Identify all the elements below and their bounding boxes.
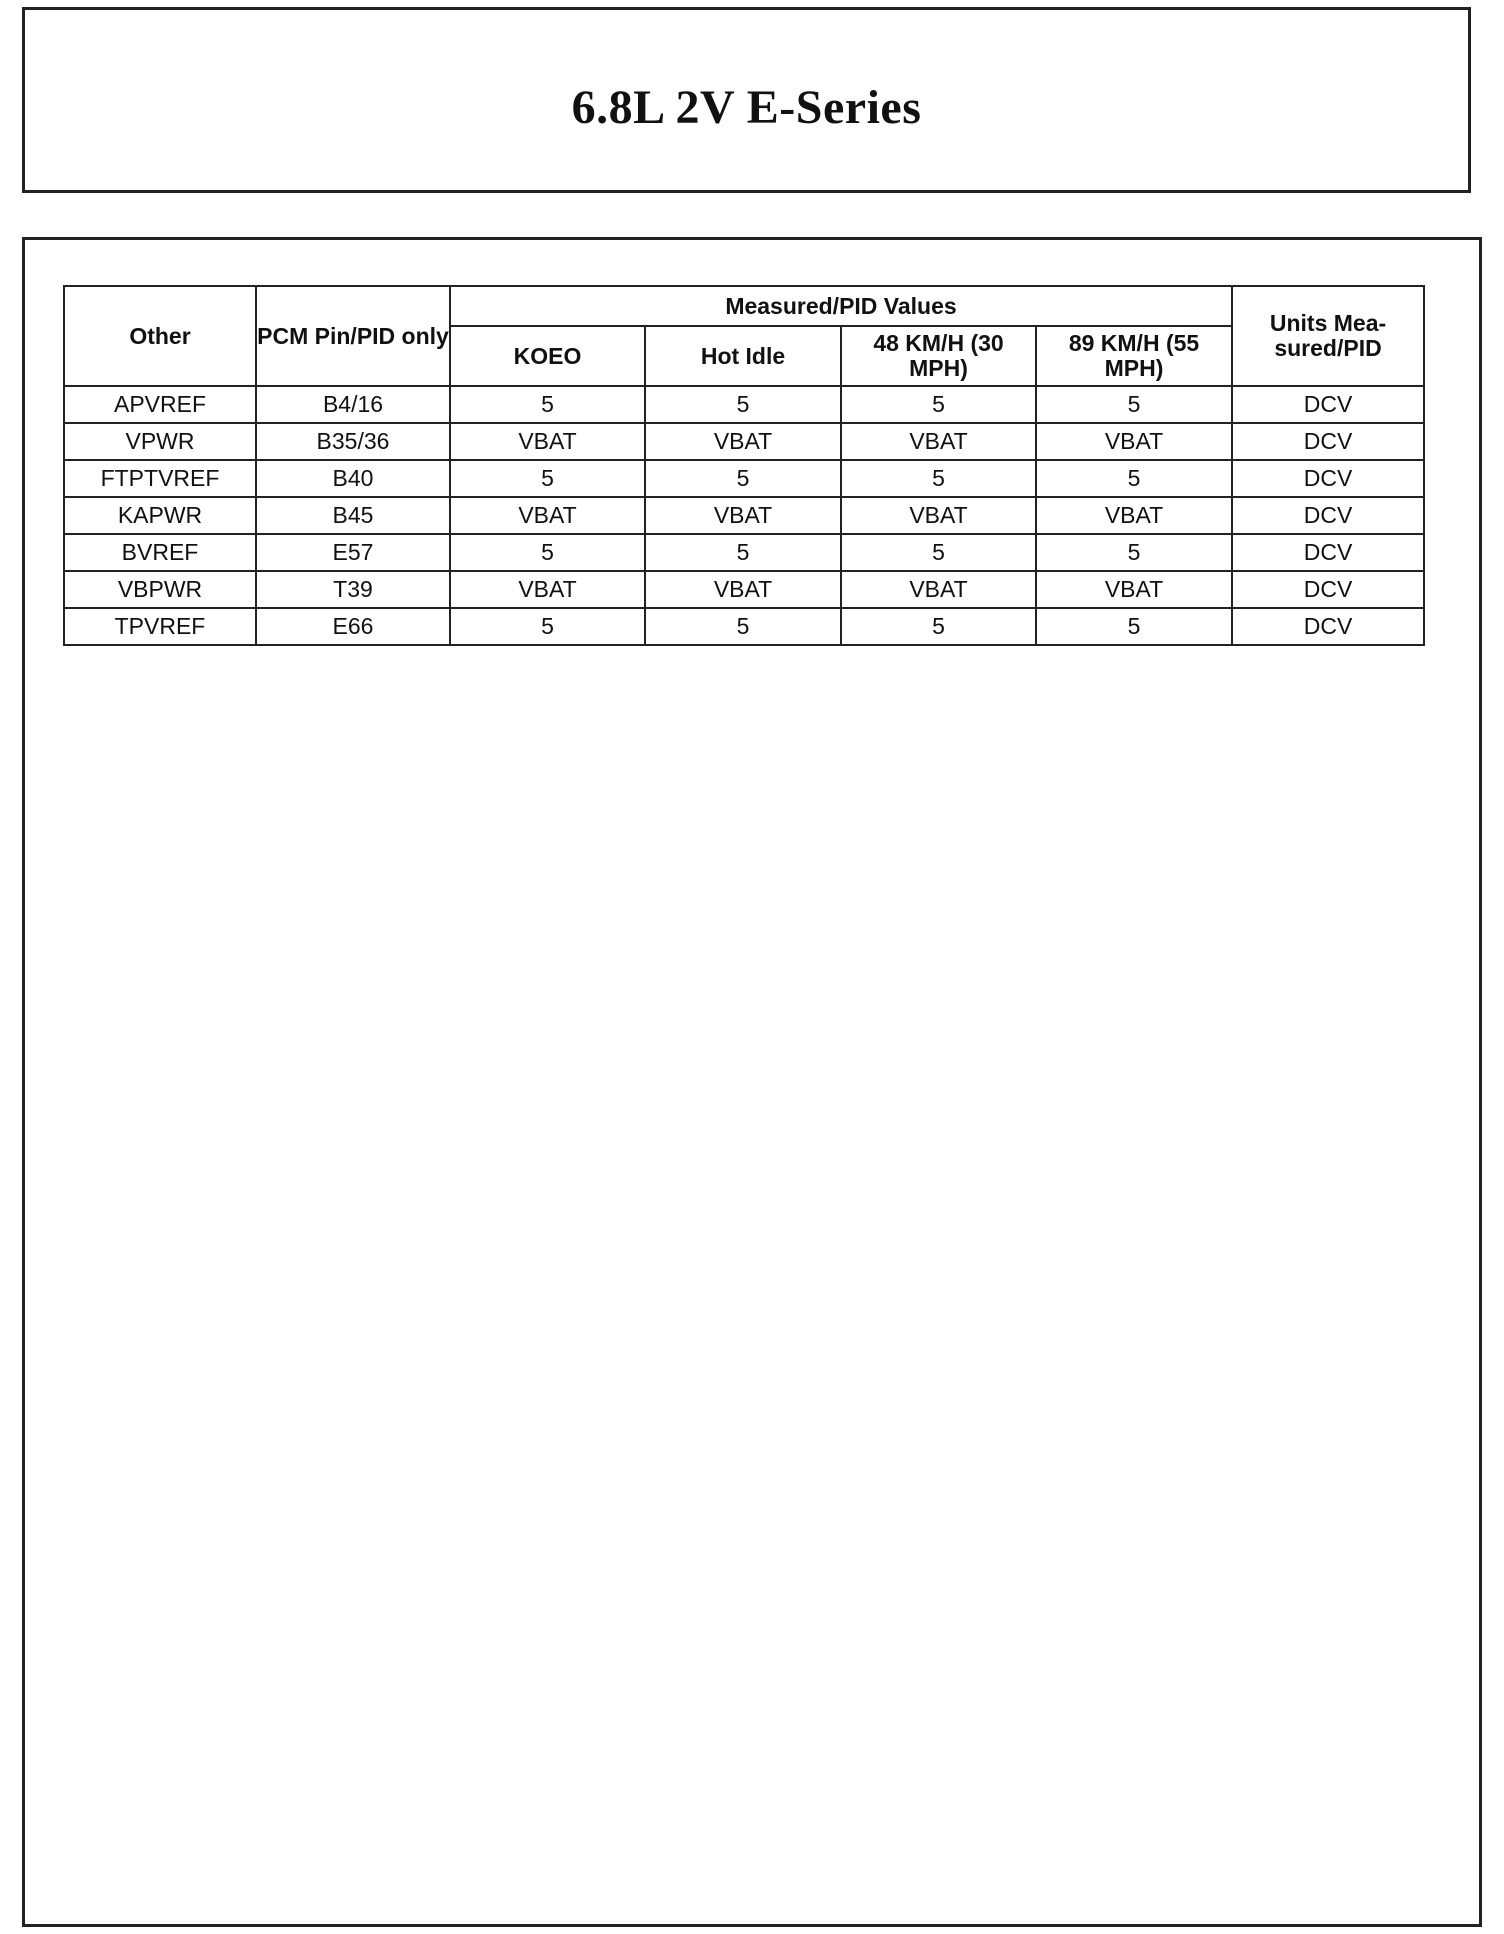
cell-units: DCV [1232, 497, 1424, 534]
table-row [64, 497, 1424, 534]
cell-48-kmh: 5 [841, 608, 1036, 645]
cell-hot-idle: 5 [645, 534, 841, 571]
cell-units: DCV [1232, 534, 1424, 571]
cell-89-kmh: VBAT [1036, 423, 1232, 460]
cell-hot-idle: 5 [645, 386, 841, 423]
cell-other: TPVREF [64, 608, 256, 645]
cell-units: DCV [1232, 608, 1424, 645]
header-row-top [64, 286, 1424, 326]
cell-48-kmh: 5 [841, 386, 1036, 423]
cell-other: BVREF [64, 534, 256, 571]
cell-other: VBPWR [64, 571, 256, 608]
header-other: Other [64, 286, 256, 386]
cell-other: APVREF [64, 386, 256, 423]
cell-koeo: 5 [450, 460, 645, 497]
page-title: 6.8L 2V E-Series [571, 81, 922, 134]
cell-hot-idle: VBAT [645, 497, 841, 534]
cell-pcm-pin: B40 [256, 460, 450, 497]
table-row [64, 460, 1424, 497]
cell-units: DCV [1232, 460, 1424, 497]
cell-pcm-pin: T39 [256, 571, 450, 608]
cell-hot-idle: VBAT [645, 423, 841, 460]
pid-values-table [63, 285, 1425, 646]
cell-48-kmh: VBAT [841, 423, 1036, 460]
cell-koeo: VBAT [450, 497, 645, 534]
table-row [64, 571, 1424, 608]
table-row [64, 386, 1424, 423]
cell-koeo: 5 [450, 386, 645, 423]
cell-89-kmh: 5 [1036, 386, 1232, 423]
cell-pcm-pin: B45 [256, 497, 450, 534]
cell-89-kmh: 5 [1036, 460, 1232, 497]
cell-hot-idle: VBAT [645, 571, 841, 608]
header-hot-idle: Hot Idle [645, 326, 841, 386]
cell-48-kmh: VBAT [841, 571, 1036, 608]
cell-89-kmh: 5 [1036, 534, 1232, 571]
table-row [64, 423, 1424, 460]
cell-hot-idle: 5 [645, 608, 841, 645]
cell-48-kmh: 5 [841, 460, 1036, 497]
table-row [64, 608, 1424, 645]
table-row [64, 534, 1424, 571]
cell-89-kmh: VBAT [1036, 497, 1232, 534]
cell-pcm-pin: B4/16 [256, 386, 450, 423]
cell-hot-idle: 5 [645, 460, 841, 497]
cell-units: DCV [1232, 571, 1424, 608]
header-measured-group: Measured/PID Values [450, 286, 1232, 326]
cell-koeo: VBAT [450, 571, 645, 608]
cell-89-kmh: 5 [1036, 608, 1232, 645]
cell-koeo: 5 [450, 534, 645, 571]
cell-other: VPWR [64, 423, 256, 460]
cell-units: DCV [1232, 423, 1424, 460]
cell-other: KAPWR [64, 497, 256, 534]
header-pcm-pin: PCM Pin/PID only [256, 286, 450, 386]
content-box [22, 237, 1482, 1927]
cell-pcm-pin: E66 [256, 608, 450, 645]
header-units: Units Mea- sured/PID [1232, 286, 1424, 386]
header-koeo: KOEO [450, 326, 645, 386]
title-box [22, 7, 1471, 193]
cell-other: FTPTVREF [64, 460, 256, 497]
cell-48-kmh: 5 [841, 534, 1036, 571]
cell-koeo: 5 [450, 608, 645, 645]
cell-units: DCV [1232, 386, 1424, 423]
cell-koeo: VBAT [450, 423, 645, 460]
cell-48-kmh: VBAT [841, 497, 1036, 534]
header-89-kmh: 89 KM/H (55 MPH) [1036, 326, 1232, 386]
cell-pcm-pin: E57 [256, 534, 450, 571]
cell-pcm-pin: B35/36 [256, 423, 450, 460]
header-48-kmh: 48 KM/H (30 MPH) [841, 326, 1036, 386]
cell-89-kmh: VBAT [1036, 571, 1232, 608]
